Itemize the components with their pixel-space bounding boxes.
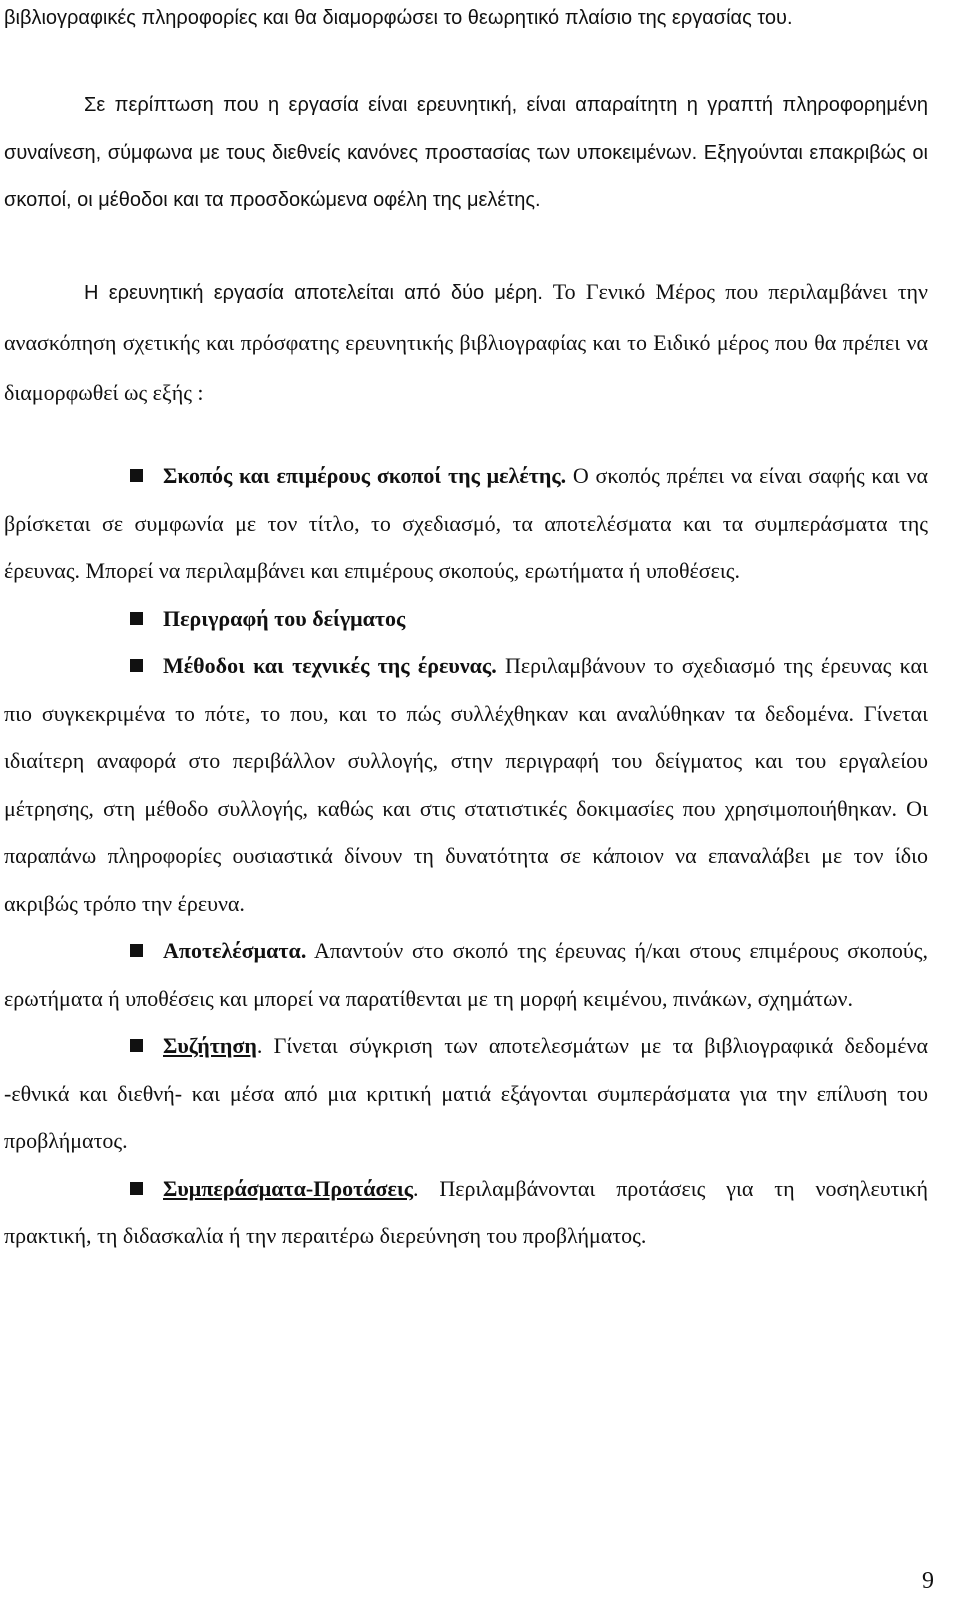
bullet-text: Περιλαμβάνουν το σχεδιασμό της έρευνας και πιο συγκεκριμένα το πότε, το που, και το πώς συλλέχθηκαν και αναλύθηκαν τα δεδομένα. Γίνεται ιδιαίτερη αναφορά στο περιβάλλον συλλογής, στην περιγραφή του δείγματος και του εργαλείου μέτρησης, στη μέθοδο συλλογής, καθώς και στις στατιστικές δοκιμασίες που χρησιμοποιήθηκαν. Οι παραπάνω πληροφορίες ουσιαστικά δίνουν τη δυνατότητα σε κάποιον να επαναλάβει με τον ίδιο ακριβώς τρόπο την έρευνα. xyxy=(4,653,928,916)
square-bullet-icon xyxy=(130,659,143,672)
paragraph-structure-lead: Η ερευνητική εργασία αποτελείται από δύο μέρη. xyxy=(84,282,543,304)
bullet-sample xyxy=(4,595,928,643)
paragraph-structure-rest: Το Γενικό Μέρος που περιλαμβάνει την ανασκόπηση σχετικής και πρόσφατης ερευνητικής βιβλιογραφίας και το Ειδικό μέρος που θα πρέπει να διαμορφωθεί ως εξής : xyxy=(4,279,928,405)
bullet-heading: Περιγραφή του δείγματος xyxy=(163,605,406,631)
bullet-heading: Αποτελέσματα. xyxy=(163,938,307,963)
bullet-list xyxy=(4,452,928,1260)
bullet-text: . Γίνεται σύγκριση των αποτελεσμάτων με τα βιβλιογραφικά δεδομένα -εθνικά και διεθνή- και μέσα από μια κριτική ματιά εξάγονται συμπεράσματα για την επίλυση του προβλήματος. xyxy=(4,1033,928,1153)
bullet-conclusions xyxy=(4,1165,928,1260)
bullet-heading: Συζήτηση xyxy=(163,1033,257,1058)
bullet-text: . Περιλαμβάνονται προτάσεις για τη νοσηλευτική πρακτική, τη διδασκαλία ή την περαιτέρω διερεύνηση του προβλήματος. xyxy=(4,1175,928,1248)
bullet-discussion xyxy=(4,1022,928,1165)
square-bullet-icon xyxy=(130,469,143,482)
bullet-heading: Μέθοδοι και τεχνικές της έρευνας. xyxy=(163,653,497,678)
bullet-text: Ο σκοπός πρέπει να είναι σαφής και να βρίσκεται σε συμφωνία με τον τίτλο, το σχεδιασμό, τα αποτελέσματα και τα συμπεράσματα της έρευνας. Μπορεί να περιλαμβάνει και επιμέρους σκοπούς, ερωτήματα ή υποθέσεις. xyxy=(4,463,928,583)
square-bullet-icon xyxy=(130,1039,143,1052)
paragraph-consent: Σε περίπτωση που η εργασία είναι ερευνητική, είναι απαραίτητη η γραπτή πληροφορημένη συναίνεση, σύμφωνα με τους διεθνείς κανόνες προστασίας των υποκειμένων. Εξηγούνται επακριβώς οι σκοποί, οι μέθοδοι και τα προσδοκώμενα οφέλη της μελέτης. xyxy=(4,94,928,211)
bullet-results xyxy=(4,927,928,1022)
square-bullet-icon xyxy=(130,1182,143,1195)
page-number: 9 xyxy=(922,1568,934,1594)
paragraph-continuation: βιβλιογραφικές πληροφορίες και θα διαμορφώσει το θεωρητικό πλαίσιο της εργασίας του. xyxy=(4,7,793,29)
bullet-methods xyxy=(4,642,928,927)
square-bullet-icon xyxy=(130,612,143,625)
bullet-heading: Σκοπός και επιμέρους σκοποί της μελέτης. xyxy=(163,463,567,488)
paragraph-structure xyxy=(4,268,928,420)
bullet-text: Απαντούν στο σκοπό της έρευνας ή/και στους επιμέρους σκοπούς, ερωτήματα ή υποθέσεις και μπορεί να παρατίθενται με τη μορφή κειμένου, πινάκων, σχημάτων. xyxy=(4,938,928,1011)
square-bullet-icon xyxy=(130,944,143,957)
bullet-aims xyxy=(4,452,928,595)
bullet-heading: Συμπεράσματα-Προτάσεις xyxy=(163,1175,414,1201)
